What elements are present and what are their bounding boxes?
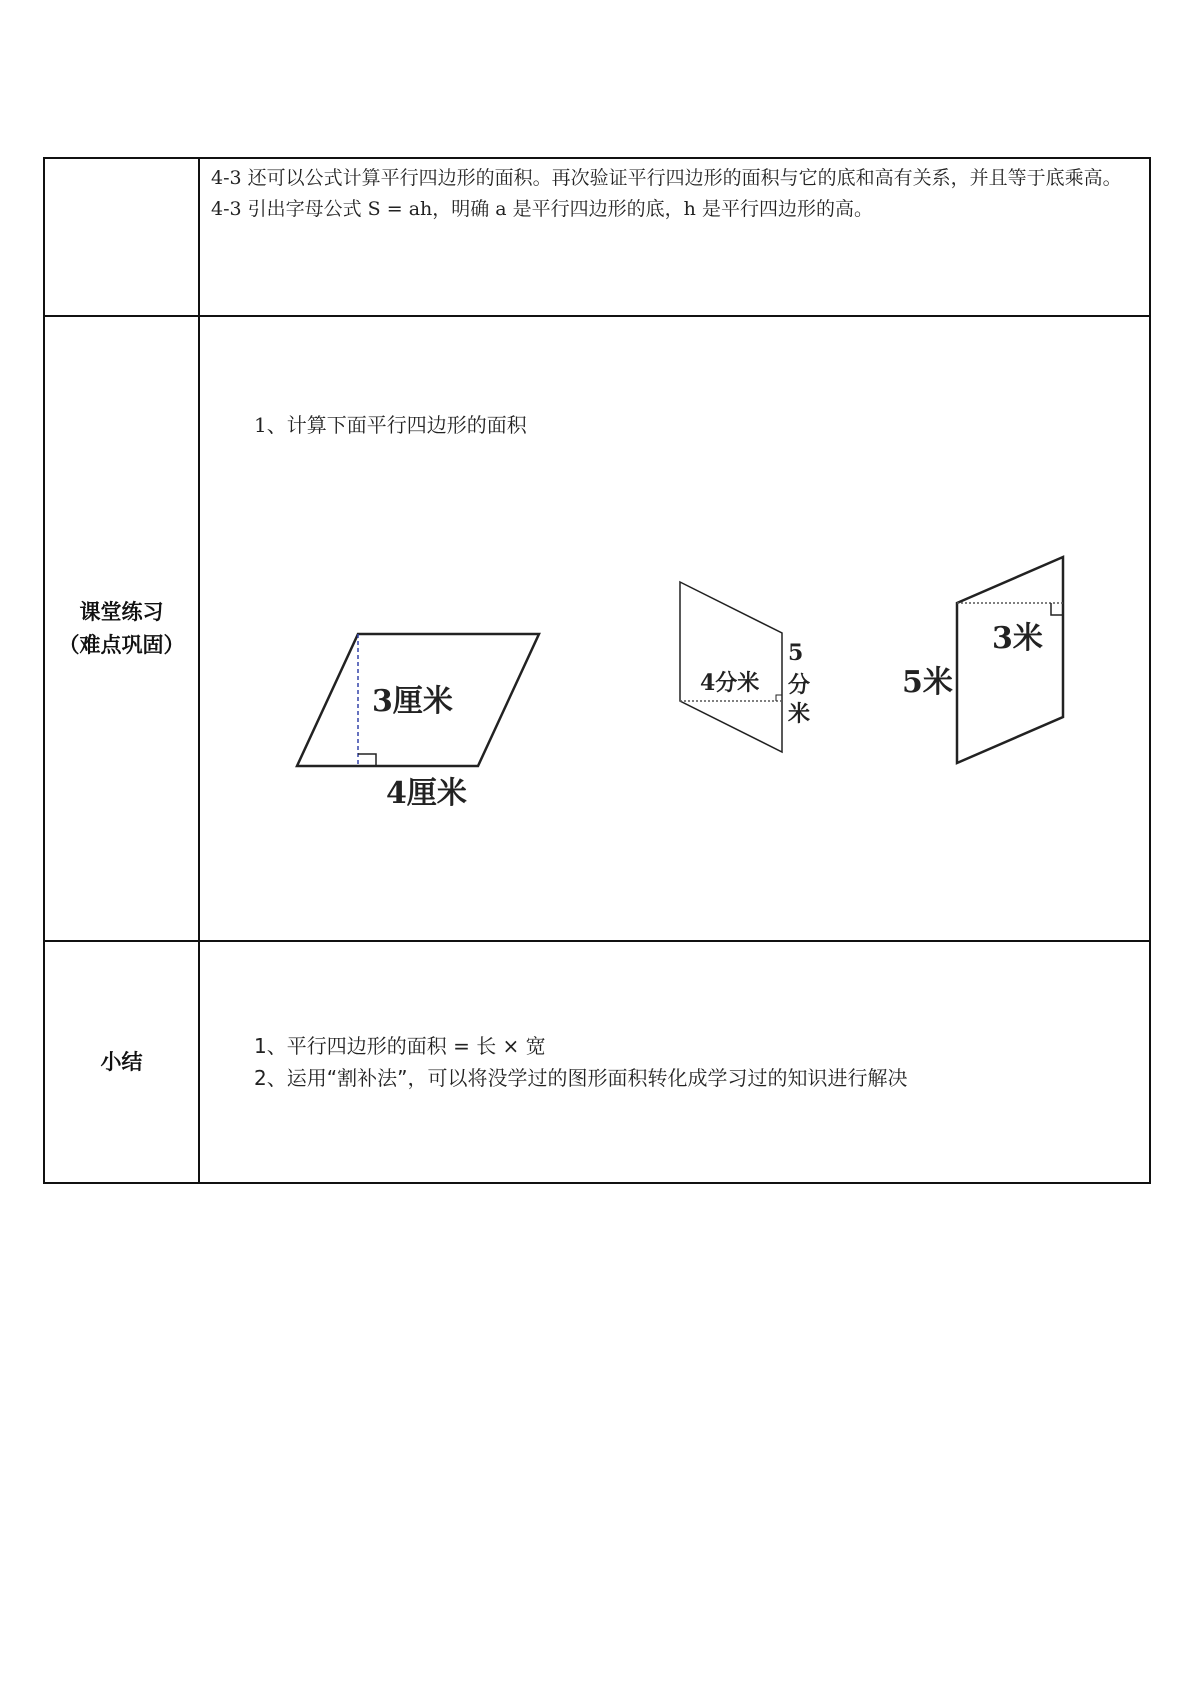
- practice-row: [45, 317, 1149, 942]
- parallelogram-figure-2: [680, 582, 810, 752]
- parallelogram-3-right-angle: [1051, 603, 1063, 615]
- lesson-table: [43, 157, 1151, 1184]
- parallelogram-2-height-label-2: 分: [788, 672, 811, 698]
- summary-label-cell: [45, 942, 200, 1182]
- parallelogram-figure-3: [902, 557, 1063, 763]
- intro-line-2: 4-3 引出字母公式 S = ah，明确 a 是平行四边形的底，h 是平行四边形的高。: [211, 198, 873, 220]
- parallelogram-2-height-label-3: 米: [788, 701, 811, 727]
- summary-row: [45, 942, 1149, 1182]
- intro-label-cell: [45, 159, 200, 315]
- summary-list: [254, 1030, 907, 1094]
- parallelogram-figure-1: [297, 634, 539, 811]
- practice-label-cell: [45, 317, 200, 940]
- practice-content-cell: [200, 317, 1149, 940]
- intro-line-1: 4-3 还可以公式计算平行四边形的面积。再次验证平行四边形的面积与它的底和高有关系，并且等于底乘高。: [211, 167, 1122, 189]
- parallelogram-1-right-angle: [358, 754, 376, 766]
- practice-label: 课堂练习: [79, 599, 164, 624]
- summary-content-cell: [200, 942, 1149, 1182]
- practice-task: 1、计算下面平行四边形的面积: [254, 413, 527, 437]
- parallelogram-1-height-label: 3厘米: [372, 684, 453, 719]
- parallelogram-figures: [200, 317, 1151, 938]
- parallelogram-2-base-label: 4分米: [700, 670, 760, 696]
- parallelogram-2-shape: [680, 582, 782, 752]
- summary-item-2: 2、运用“割补法”，可以将没学过的图形面积转化成学习过的知识进行解决: [254, 1066, 908, 1090]
- parallelogram-2-height-label-1: 5: [788, 640, 804, 666]
- parallelogram-3-height-label: 3米: [992, 621, 1043, 656]
- parallelogram-2-right-angle: [776, 695, 782, 701]
- intro-content-cell: [200, 159, 1149, 315]
- parallelogram-1-base-label: 4厘米: [386, 776, 467, 811]
- summary-label: 小结: [100, 1049, 143, 1074]
- parallelogram-3-base-label: 5米: [902, 665, 953, 700]
- intro-row: [45, 159, 1149, 317]
- summary-item-1: 1、平行四边形的面积 = 长 × 宽: [254, 1034, 546, 1058]
- practice-sublabel: （难点巩固）: [58, 632, 185, 657]
- parallelogram-3-shape: [957, 557, 1063, 763]
